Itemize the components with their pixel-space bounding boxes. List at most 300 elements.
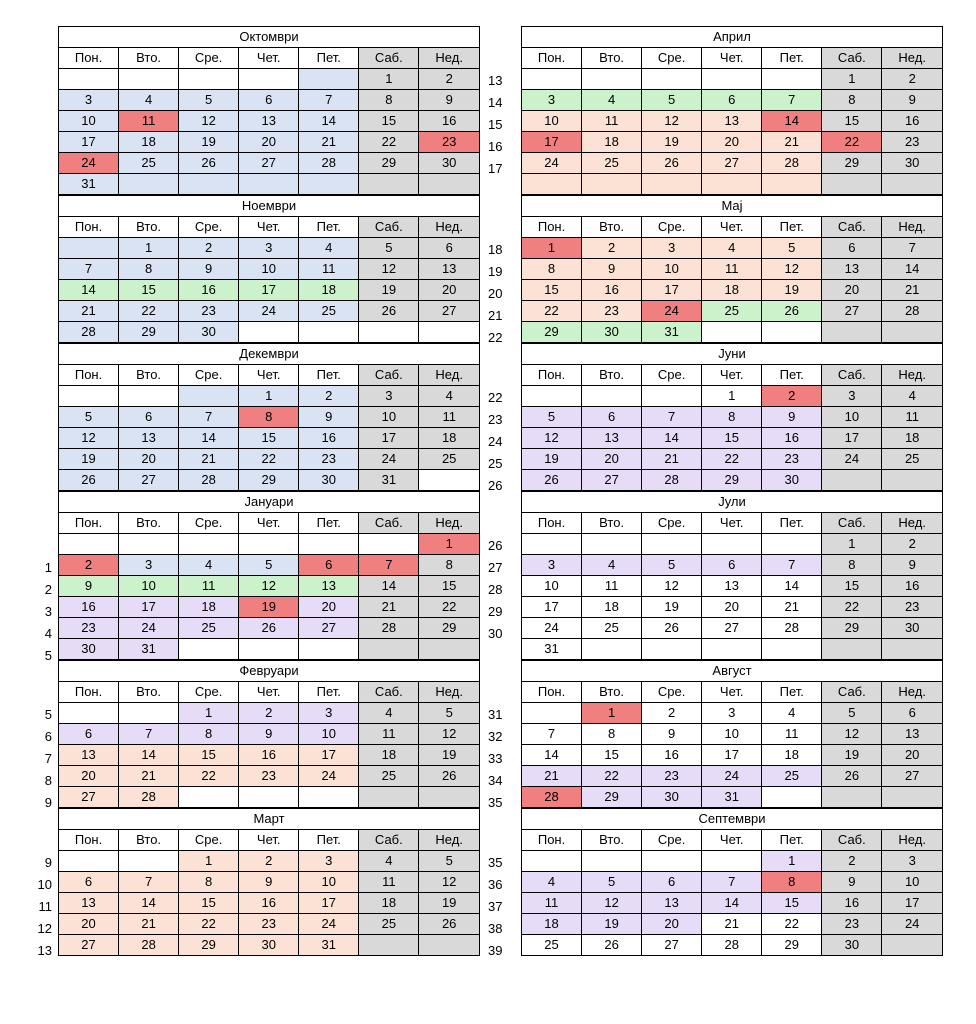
day-cell: 23 bbox=[582, 301, 642, 322]
day-cell: 8 bbox=[239, 407, 299, 428]
day-cell: 1 bbox=[239, 386, 299, 407]
week-number: 13 bbox=[488, 73, 503, 88]
day-cell: 4 bbox=[582, 90, 642, 111]
day-cell: 19 bbox=[582, 914, 642, 935]
day-cell: 21 bbox=[119, 766, 179, 787]
day-cell: 28 bbox=[642, 470, 702, 491]
day-cell bbox=[119, 174, 179, 195]
day-cell: 22 bbox=[702, 449, 762, 470]
week-number: 22 bbox=[488, 330, 503, 345]
day-cell: 13 bbox=[582, 428, 642, 449]
day-cell: 22 bbox=[522, 301, 582, 322]
month-block bbox=[37, 808, 480, 958]
month-table bbox=[58, 343, 480, 491]
week-number: 10 bbox=[37, 877, 52, 892]
weekday-header: Сре. bbox=[179, 513, 239, 534]
day-cell: 13 bbox=[822, 259, 882, 280]
month-table bbox=[521, 808, 943, 956]
day-cell: 13 bbox=[882, 724, 943, 745]
day-cell: 5 bbox=[522, 407, 582, 428]
day-cell: 21 bbox=[762, 597, 822, 618]
day-cell: 17 bbox=[59, 132, 119, 153]
day-cell: 3 bbox=[59, 90, 119, 111]
day-cell: 9 bbox=[762, 407, 822, 428]
day-cell: 7 bbox=[522, 724, 582, 745]
day-cell: 18 bbox=[522, 914, 582, 935]
month-table bbox=[521, 195, 943, 343]
day-cell: 10 bbox=[119, 576, 179, 597]
week-number: 9 bbox=[44, 855, 52, 870]
month-table bbox=[58, 195, 480, 343]
day-cell: 24 bbox=[702, 766, 762, 787]
week-number: 12 bbox=[37, 921, 52, 936]
week-row bbox=[59, 766, 480, 787]
day-cell: 2 bbox=[179, 238, 239, 259]
day-cell: 30 bbox=[882, 618, 943, 639]
day-cell: 4 bbox=[299, 238, 359, 259]
day-cell bbox=[119, 386, 179, 407]
day-cell bbox=[762, 639, 822, 660]
day-cell bbox=[702, 322, 762, 343]
week-row bbox=[522, 724, 943, 745]
month-table bbox=[521, 343, 943, 491]
day-cell: 9 bbox=[179, 259, 239, 280]
day-cell: 12 bbox=[762, 259, 822, 280]
day-cell: 12 bbox=[642, 111, 702, 132]
weekday-header: Пет. bbox=[762, 48, 822, 69]
day-cell: 14 bbox=[119, 893, 179, 914]
day-cell: 24 bbox=[822, 449, 882, 470]
day-cell bbox=[59, 386, 119, 407]
week-row bbox=[59, 787, 480, 808]
week-row bbox=[522, 639, 943, 660]
week-number: 24 bbox=[488, 434, 503, 449]
week-number: 19 bbox=[488, 264, 503, 279]
day-cell bbox=[702, 174, 762, 195]
month-block bbox=[58, 195, 480, 343]
day-cell: 15 bbox=[822, 576, 882, 597]
day-cell: 16 bbox=[582, 280, 642, 301]
day-cell: 9 bbox=[59, 576, 119, 597]
day-cell: 30 bbox=[582, 322, 642, 343]
weekday-header: Вто. bbox=[119, 48, 179, 69]
day-cell bbox=[59, 534, 119, 555]
weekday-header: Пон. bbox=[522, 217, 582, 238]
day-cell: 28 bbox=[119, 787, 179, 808]
day-cell bbox=[822, 639, 882, 660]
day-cell: 31 bbox=[59, 174, 119, 195]
weekday-header: Вто. bbox=[582, 830, 642, 851]
day-cell: 11 bbox=[359, 724, 419, 745]
day-cell: 3 bbox=[882, 851, 943, 872]
month-title: Ноември bbox=[59, 196, 480, 217]
week-number: 22 bbox=[488, 390, 503, 405]
day-cell: 29 bbox=[179, 935, 239, 956]
day-cell: 24 bbox=[299, 914, 359, 935]
weekday-header: Нед. bbox=[419, 365, 480, 386]
day-cell: 6 bbox=[119, 407, 179, 428]
day-cell: 20 bbox=[642, 914, 702, 935]
day-cell bbox=[822, 322, 882, 343]
week-row bbox=[522, 745, 943, 766]
day-cell: 16 bbox=[179, 280, 239, 301]
week-row bbox=[522, 787, 943, 808]
day-cell: 25 bbox=[419, 449, 480, 470]
day-cell bbox=[419, 174, 480, 195]
day-cell: 26 bbox=[642, 618, 702, 639]
day-cell: 20 bbox=[702, 597, 762, 618]
month-block bbox=[488, 491, 943, 660]
day-cell: 30 bbox=[822, 935, 882, 956]
weekday-header: Чет. bbox=[239, 513, 299, 534]
day-cell bbox=[179, 787, 239, 808]
day-cell: 21 bbox=[882, 280, 943, 301]
day-cell: 6 bbox=[59, 872, 119, 893]
weekday-header: Пет. bbox=[299, 48, 359, 69]
day-cell: 12 bbox=[582, 893, 642, 914]
day-cell: 25 bbox=[359, 766, 419, 787]
day-cell: 9 bbox=[822, 872, 882, 893]
day-cell: 22 bbox=[419, 597, 480, 618]
day-cell: 27 bbox=[419, 301, 480, 322]
week-row bbox=[59, 618, 480, 639]
day-cell: 11 bbox=[359, 872, 419, 893]
day-cell: 18 bbox=[359, 893, 419, 914]
week-row bbox=[59, 745, 480, 766]
weekday-header: Нед. bbox=[882, 365, 943, 386]
day-cell: 5 bbox=[419, 703, 480, 724]
day-cell: 27 bbox=[59, 787, 119, 808]
day-cell: 11 bbox=[419, 407, 480, 428]
day-cell: 16 bbox=[59, 597, 119, 618]
day-cell: 3 bbox=[299, 851, 359, 872]
day-cell bbox=[119, 534, 179, 555]
day-cell: 23 bbox=[882, 597, 943, 618]
day-cell: 14 bbox=[359, 576, 419, 597]
day-cell: 25 bbox=[359, 914, 419, 935]
day-cell: 25 bbox=[119, 153, 179, 174]
day-cell: 20 bbox=[59, 914, 119, 935]
weekday-header: Вто. bbox=[119, 365, 179, 386]
day-cell bbox=[582, 69, 642, 90]
day-cell bbox=[59, 851, 119, 872]
day-cell: 13 bbox=[642, 893, 702, 914]
day-cell: 24 bbox=[522, 153, 582, 174]
month-title: Март bbox=[59, 809, 480, 830]
day-cell bbox=[522, 386, 582, 407]
day-cell bbox=[419, 322, 480, 343]
day-cell bbox=[299, 174, 359, 195]
day-cell: 15 bbox=[359, 111, 419, 132]
weekday-header: Пет. bbox=[299, 365, 359, 386]
day-cell: 20 bbox=[239, 132, 299, 153]
week-number: 34 bbox=[488, 773, 503, 788]
day-cell: 31 bbox=[359, 470, 419, 491]
day-cell: 29 bbox=[239, 470, 299, 491]
calendar-column-right bbox=[488, 26, 943, 958]
day-cell: 28 bbox=[299, 153, 359, 174]
day-cell: 2 bbox=[239, 851, 299, 872]
day-cell: 26 bbox=[762, 301, 822, 322]
day-cell: 6 bbox=[582, 407, 642, 428]
day-cell bbox=[119, 703, 179, 724]
week-number: 20 bbox=[488, 286, 503, 301]
day-cell: 17 bbox=[299, 893, 359, 914]
day-cell: 4 bbox=[762, 703, 822, 724]
day-cell: 12 bbox=[359, 259, 419, 280]
day-cell bbox=[582, 534, 642, 555]
day-cell: 21 bbox=[522, 766, 582, 787]
day-cell: 11 bbox=[299, 259, 359, 280]
week-row bbox=[59, 153, 480, 174]
month-title: Април bbox=[522, 27, 943, 48]
day-cell: 18 bbox=[179, 597, 239, 618]
day-cell: 20 bbox=[702, 132, 762, 153]
week-number: 35 bbox=[488, 855, 503, 870]
week-row bbox=[522, 534, 943, 555]
weekday-header: Сре. bbox=[179, 830, 239, 851]
day-cell: 16 bbox=[239, 893, 299, 914]
day-cell: 9 bbox=[239, 724, 299, 745]
day-cell: 22 bbox=[359, 132, 419, 153]
day-cell bbox=[299, 322, 359, 343]
month-block bbox=[58, 26, 480, 195]
day-cell: 7 bbox=[359, 555, 419, 576]
day-cell: 5 bbox=[419, 851, 480, 872]
weekday-header: Саб. bbox=[359, 830, 419, 851]
day-cell: 31 bbox=[522, 639, 582, 660]
day-cell: 10 bbox=[702, 724, 762, 745]
day-cell: 15 bbox=[522, 280, 582, 301]
week-row bbox=[522, 132, 943, 153]
day-cell: 30 bbox=[762, 470, 822, 491]
day-cell: 17 bbox=[522, 132, 582, 153]
weekday-header: Чет. bbox=[702, 365, 762, 386]
day-cell: 2 bbox=[882, 534, 943, 555]
month-title: Септември bbox=[522, 809, 943, 830]
day-cell: 8 bbox=[119, 259, 179, 280]
day-cell: 23 bbox=[299, 449, 359, 470]
day-cell: 26 bbox=[419, 914, 480, 935]
day-cell: 16 bbox=[762, 428, 822, 449]
day-cell: 15 bbox=[119, 280, 179, 301]
week-row bbox=[59, 449, 480, 470]
week-number: 18 bbox=[488, 242, 503, 257]
day-cell: 1 bbox=[822, 534, 882, 555]
day-cell: 21 bbox=[119, 914, 179, 935]
week-number: 25 bbox=[488, 456, 503, 471]
day-cell: 10 bbox=[299, 724, 359, 745]
day-cell bbox=[119, 851, 179, 872]
day-cell: 24 bbox=[359, 449, 419, 470]
day-cell: 23 bbox=[179, 301, 239, 322]
day-cell: 18 bbox=[702, 280, 762, 301]
month-block bbox=[488, 660, 943, 810]
weekday-header: Вто. bbox=[582, 48, 642, 69]
weekday-header: Нед. bbox=[419, 48, 480, 69]
day-cell: 26 bbox=[239, 618, 299, 639]
day-cell: 11 bbox=[582, 576, 642, 597]
day-cell: 2 bbox=[59, 555, 119, 576]
day-cell: 5 bbox=[642, 90, 702, 111]
day-cell: 10 bbox=[882, 872, 943, 893]
day-cell: 25 bbox=[179, 618, 239, 639]
week-row bbox=[522, 851, 943, 872]
day-cell: 4 bbox=[882, 386, 943, 407]
month-block bbox=[44, 660, 480, 810]
day-cell bbox=[179, 69, 239, 90]
day-cell: 6 bbox=[882, 703, 943, 724]
day-cell: 14 bbox=[522, 745, 582, 766]
week-row bbox=[522, 914, 943, 935]
day-cell: 31 bbox=[299, 935, 359, 956]
day-cell bbox=[239, 639, 299, 660]
day-cell: 1 bbox=[359, 69, 419, 90]
month-title: Февруари bbox=[59, 661, 480, 682]
month-table bbox=[521, 660, 943, 808]
day-cell: 30 bbox=[239, 935, 299, 956]
day-cell: 27 bbox=[882, 766, 943, 787]
weekday-header: Сре. bbox=[642, 513, 702, 534]
weekday-header: Чет. bbox=[702, 682, 762, 703]
day-cell: 21 bbox=[299, 132, 359, 153]
day-cell: 26 bbox=[59, 470, 119, 491]
week-number: 38 bbox=[488, 921, 503, 936]
day-cell: 19 bbox=[642, 597, 702, 618]
day-cell: 20 bbox=[59, 766, 119, 787]
week-row bbox=[522, 69, 943, 90]
day-cell: 6 bbox=[239, 90, 299, 111]
weekday-header: Пон. bbox=[59, 217, 119, 238]
week-row bbox=[59, 407, 480, 428]
day-cell bbox=[882, 174, 943, 195]
day-cell: 3 bbox=[299, 703, 359, 724]
day-cell: 5 bbox=[179, 90, 239, 111]
day-cell: 12 bbox=[419, 872, 480, 893]
month-title: Јануари bbox=[59, 492, 480, 513]
day-cell: 11 bbox=[522, 893, 582, 914]
weekday-header: Нед. bbox=[882, 48, 943, 69]
day-cell: 13 bbox=[702, 576, 762, 597]
day-cell: 28 bbox=[762, 153, 822, 174]
week-number: 26 bbox=[488, 478, 503, 493]
week-number: 30 bbox=[488, 626, 503, 641]
day-cell bbox=[522, 174, 582, 195]
day-cell: 21 bbox=[59, 301, 119, 322]
day-cell: 22 bbox=[179, 914, 239, 935]
day-cell: 18 bbox=[582, 597, 642, 618]
day-cell: 19 bbox=[522, 449, 582, 470]
day-cell: 9 bbox=[882, 555, 943, 576]
day-cell bbox=[882, 322, 943, 343]
weekday-header: Саб. bbox=[359, 217, 419, 238]
day-cell bbox=[419, 935, 480, 956]
week-row bbox=[59, 238, 480, 259]
day-cell bbox=[642, 639, 702, 660]
day-cell: 17 bbox=[119, 597, 179, 618]
day-cell: 17 bbox=[239, 280, 299, 301]
day-cell: 30 bbox=[419, 153, 480, 174]
day-cell bbox=[822, 470, 882, 491]
weekday-header: Пет. bbox=[299, 830, 359, 851]
day-cell bbox=[59, 703, 119, 724]
day-cell bbox=[762, 322, 822, 343]
week-row bbox=[522, 111, 943, 132]
day-cell bbox=[522, 703, 582, 724]
day-cell: 5 bbox=[239, 555, 299, 576]
month-title: Август bbox=[522, 661, 943, 682]
day-cell: 14 bbox=[299, 111, 359, 132]
day-cell: 23 bbox=[59, 618, 119, 639]
day-cell: 22 bbox=[822, 597, 882, 618]
day-cell bbox=[582, 174, 642, 195]
weekday-header: Пон. bbox=[59, 682, 119, 703]
day-cell: 15 bbox=[239, 428, 299, 449]
day-cell: 27 bbox=[299, 618, 359, 639]
day-cell: 22 bbox=[119, 301, 179, 322]
day-cell: 8 bbox=[822, 90, 882, 111]
day-cell: 9 bbox=[239, 872, 299, 893]
day-cell: 9 bbox=[299, 407, 359, 428]
day-cell: 17 bbox=[299, 745, 359, 766]
day-cell: 2 bbox=[762, 386, 822, 407]
day-cell bbox=[762, 69, 822, 90]
day-cell: 18 bbox=[882, 428, 943, 449]
day-cell bbox=[359, 174, 419, 195]
day-cell: 3 bbox=[822, 386, 882, 407]
day-cell bbox=[642, 534, 702, 555]
day-cell: 7 bbox=[762, 555, 822, 576]
day-cell: 2 bbox=[239, 703, 299, 724]
weekday-header: Саб. bbox=[822, 48, 882, 69]
day-cell: 2 bbox=[419, 69, 480, 90]
day-cell: 29 bbox=[119, 322, 179, 343]
day-cell: 9 bbox=[882, 90, 943, 111]
day-cell: 4 bbox=[179, 555, 239, 576]
weekday-header: Саб. bbox=[359, 48, 419, 69]
weekday-header: Сре. bbox=[179, 48, 239, 69]
week-row bbox=[59, 893, 480, 914]
day-cell: 31 bbox=[642, 322, 702, 343]
day-cell: 15 bbox=[762, 893, 822, 914]
day-cell: 1 bbox=[419, 534, 480, 555]
day-cell: 17 bbox=[642, 280, 702, 301]
day-cell: 7 bbox=[59, 259, 119, 280]
week-number: 13 bbox=[37, 943, 52, 958]
week-number: 28 bbox=[488, 582, 503, 597]
day-cell: 6 bbox=[822, 238, 882, 259]
day-cell: 18 bbox=[582, 132, 642, 153]
week-number: 6 bbox=[44, 729, 52, 744]
day-cell: 22 bbox=[239, 449, 299, 470]
day-cell: 29 bbox=[822, 618, 882, 639]
weekday-header: Чет. bbox=[702, 217, 762, 238]
weekday-header: Пет. bbox=[762, 365, 822, 386]
day-cell: 10 bbox=[522, 576, 582, 597]
week-number: 1 bbox=[44, 560, 52, 575]
day-cell: 24 bbox=[119, 618, 179, 639]
day-cell: 18 bbox=[762, 745, 822, 766]
weekday-header: Сре. bbox=[179, 365, 239, 386]
day-cell: 18 bbox=[119, 132, 179, 153]
day-cell: 25 bbox=[522, 935, 582, 956]
day-cell: 8 bbox=[702, 407, 762, 428]
day-cell: 17 bbox=[822, 428, 882, 449]
weekday-header: Сре. bbox=[642, 682, 702, 703]
month-block bbox=[488, 195, 943, 345]
day-cell bbox=[299, 639, 359, 660]
day-cell: 11 bbox=[179, 576, 239, 597]
